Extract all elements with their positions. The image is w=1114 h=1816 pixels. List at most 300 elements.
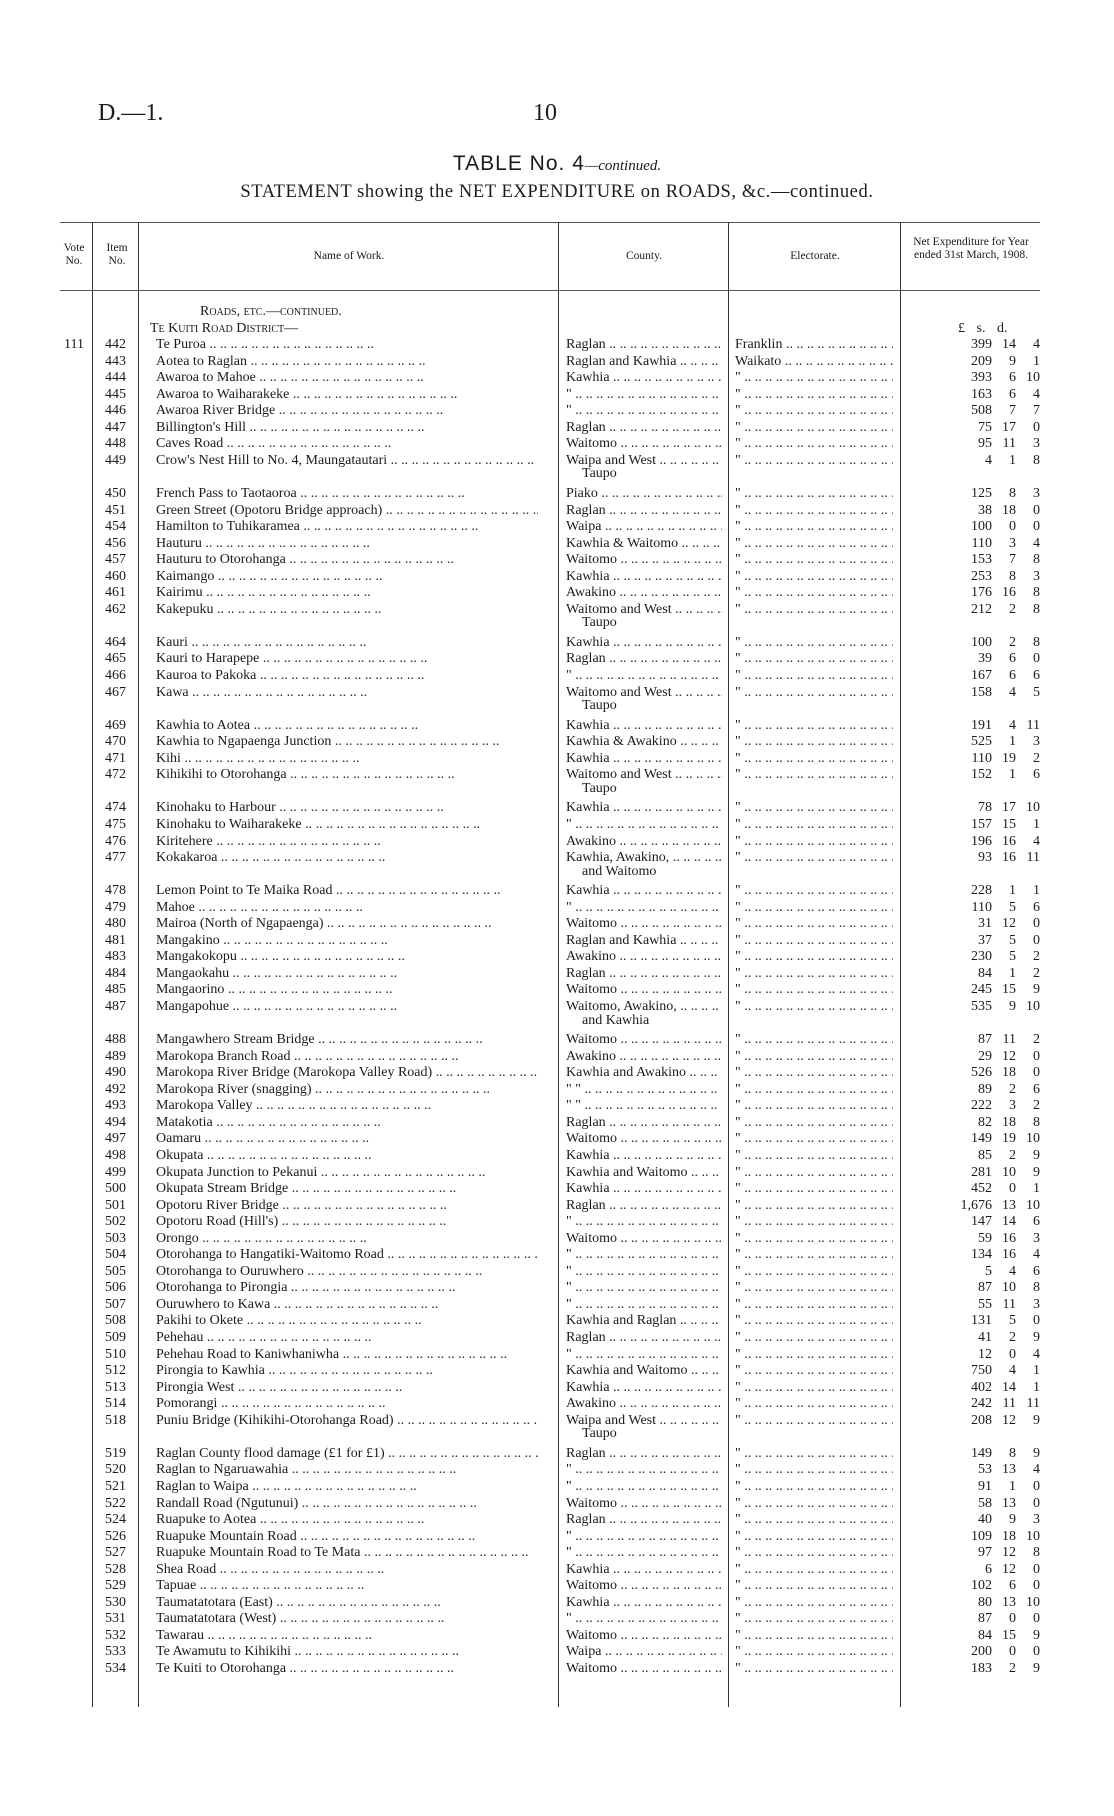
pence-cell: 2 [1033,750,1040,766]
table-row [0,1396,1114,1413]
pence-cell: 6 [1033,1263,1040,1279]
electorate-cell: " .. . [735,668,893,684]
name-cell: Raglan to Ngaruawahia .. . [156,1462,538,1478]
pounds-cell: 149 [971,1445,992,1461]
item-cell: 512 [105,1363,126,1379]
name-cell: Tapuae .. . [156,1578,538,1594]
name-cell: Kokakaroa .. . [156,850,538,866]
county-cell: " .. . [566,1214,722,1230]
county-cell: " .. . [566,1297,722,1313]
shillings-cell: 4 [1009,717,1016,733]
shillings-cell: 16 [1002,1230,1016,1246]
name-cell: Pirongia West .. . [156,1380,538,1396]
table-row [0,751,1114,768]
item-cell: 530 [105,1594,126,1610]
electorate-cell: " .. . [735,1065,893,1081]
item-cell: 450 [105,486,126,501]
electorate-cell: " .. . [735,1595,893,1611]
electorate-cell: " .. . [735,552,893,568]
pence-cell: 11 [1026,1396,1040,1412]
currency-units: £ s. d. [958,321,1008,336]
shillings-cell: 18 [1002,1114,1016,1130]
table-row [0,1628,1114,1645]
electorate-cell: " .. . [735,1529,893,1545]
pounds-cell: 281 [971,1164,992,1180]
pounds-cell: 245 [971,982,992,998]
column-header-item: Item No. [106,242,128,267]
county-cell: Waitomo .. . [566,1231,722,1247]
electorate-cell: " .. . [735,1562,893,1578]
table-row [0,1462,1114,1479]
electorate-cell: " .. . [735,635,893,651]
electorate-cell: " .. . [735,370,893,386]
electorate-cell: " .. . [735,1049,893,1065]
name-cell: Hauturu to Otorohanga .. . [156,552,538,568]
table-row [0,1512,1114,1529]
table-row [0,1529,1114,1546]
item-cell: 454 [105,519,126,535]
pence-cell: 0 [1033,916,1040,932]
pounds-cell: 102 [971,1578,992,1594]
electorate-cell: " .. . [735,817,893,833]
county-cell: Awakino .. . [566,834,722,850]
pounds-cell: 87 [978,1032,992,1048]
pence-cell: 0 [1033,1644,1040,1660]
county-cell: Kawhia .. . [566,1595,722,1611]
item-cell: 526 [105,1528,126,1544]
electorate-cell: " .. . [735,519,893,535]
electorate-cell: " .. . [735,453,893,469]
shillings-cell: 2 [1009,1330,1016,1345]
pence-cell: 7 [1033,403,1040,419]
table-row [0,1313,1114,1330]
pounds-cell: 158 [971,684,992,700]
table-row [0,1231,1114,1248]
name-cell: Kauroa to Pakoka .. . [156,668,538,684]
item-cell: 443 [105,353,126,369]
pounds-cell: 200 [971,1644,992,1660]
shillings-cell: 5 [1009,899,1016,915]
item-cell: 513 [105,1379,126,1395]
table-row [0,1545,1114,1562]
county-cell: Awakino .. . [566,1049,722,1065]
item-cell: 484 [105,965,126,981]
shillings-cell: 15 [1002,1627,1016,1643]
item-cell: 467 [105,684,126,700]
table-row [0,585,1114,602]
pounds-cell: 97 [978,1545,992,1561]
county-cell: Awakino .. . [566,585,722,601]
pence-cell: 9 [1033,1164,1040,1180]
table-row [0,1049,1114,1066]
pence-cell: 9 [1033,1661,1040,1676]
table-row [0,1363,1114,1380]
county-cell: Kawhia and Awakino .. . [566,1065,722,1081]
name-cell: Ruapuke to Aotea .. . [156,1512,538,1528]
table-row [0,536,1114,553]
shillings-cell: 13 [1002,1594,1016,1610]
name-cell: Randall Road (Ngutunui) .. .. . [156,1496,538,1512]
item-cell: 480 [105,916,126,932]
name-cell: French Pass to Taotaoroa .. . [156,486,538,502]
name-cell: Hauturu .. . [156,536,538,552]
county-cell-continued: and Waitomo [582,863,657,879]
electorate-cell: " .. . [735,767,893,783]
shillings-cell: 16 [1002,833,1016,849]
county-cell: Waitomo .. . [566,1578,722,1594]
item-cell: 442 [105,337,126,352]
electorate-cell: " .. . [735,1512,893,1528]
name-cell: Mangakokopu .. . [156,949,538,965]
county-cell: " .. . [566,1529,722,1545]
name-cell: Kiritehere .. . [156,834,538,850]
pence-cell: 0 [1033,1313,1040,1329]
shillings-cell: 9 [1009,999,1016,1014]
column-header-vote: Vote No. [63,242,85,267]
county-cell: Waitomo .. . [566,1032,722,1048]
pence-cell: 4 [1033,386,1040,402]
table-row [0,834,1114,851]
table-row [0,982,1114,999]
pounds-cell: 82 [978,1114,992,1130]
electorate-cell: " .. . [735,1181,893,1197]
item-cell: 472 [105,767,126,783]
column-header-electorate: Electorate. [790,250,840,262]
item-cell: 503 [105,1230,126,1246]
shillings-cell: 11 [1002,436,1016,452]
table-row [0,1496,1114,1513]
table-row [0,337,1114,354]
pence-cell: 10 [1026,1594,1040,1610]
pounds-cell: 535 [971,999,992,1014]
item-cell: 501 [105,1197,126,1213]
name-cell: Pomorangi .. . [156,1396,538,1412]
table-row-continuation [0,698,1114,715]
table-row-continuation [0,1013,1114,1030]
shillings-cell: 7 [1009,552,1016,568]
item-cell: 519 [105,1445,126,1461]
pence-cell: 9 [1033,982,1040,998]
name-cell: Mangapohue .. . [156,999,538,1015]
shillings-cell: 12 [1002,1561,1016,1577]
name-cell: Opotoru Road (Hill's) .. . [156,1214,538,1230]
county-cell: Raglan .. . [566,1446,722,1462]
county-cell: Waitomo .. . [566,916,722,932]
name-cell: Billington's Hill .. .. . [156,420,538,436]
name-cell: Kinohaku to Harbour .. . [156,800,538,816]
page-header-left: D.—1. [98,100,164,126]
header-top-rule [60,222,1040,223]
table-row [0,883,1114,900]
item-cell: 527 [105,1545,126,1561]
table-row [0,1131,1114,1148]
county-cell-continued: Taupo [582,698,617,714]
item-cell: 490 [105,1065,126,1081]
electorate-cell: " .. . [735,1131,893,1147]
table-row [0,1165,1114,1182]
shillings-cell: 14 [1002,1214,1016,1230]
item-cell: 524 [105,1512,126,1527]
table-row [0,1098,1114,1115]
county-cell: " " .. . [566,1082,722,1098]
shillings-cell: 9 [1009,1512,1016,1527]
pounds-cell: 39 [978,651,992,667]
item-cell: 488 [105,1032,126,1048]
name-cell: Marokopa Branch Road .. . [156,1049,538,1065]
table-row [0,1611,1114,1628]
pence-cell: 4 [1033,337,1040,352]
item-cell: 493 [105,1098,126,1114]
name-cell: Pehehau Road to Kaniwhaniwha .. . [156,1347,538,1363]
pence-cell: 9 [1033,1147,1040,1163]
county-cell: Kawhia .. . [566,1380,722,1396]
electorate-cell: " .. . [735,1165,893,1181]
item-cell: 479 [105,899,126,915]
item-cell: 460 [105,568,126,584]
county-cell: Raglan .. . [566,1330,722,1346]
table-row [0,1082,1114,1099]
item-cell: 492 [105,1081,126,1097]
pounds-cell: 40 [978,1512,992,1527]
shillings-cell: 4 [1009,684,1016,700]
pounds-cell: 196 [971,833,992,849]
county-cell: " .. . [566,1545,722,1561]
pence-cell: 10 [1026,1528,1040,1544]
item-cell: 505 [105,1263,126,1279]
county-cell: Kawhia .. . [566,1181,722,1197]
item-cell: 445 [105,386,126,402]
pounds-cell: 209 [971,353,992,369]
pounds-cell: 393 [971,370,992,386]
county-cell: " .. . [566,817,722,833]
electorate-cell: " .. . [735,834,893,850]
pounds-cell: 4 [985,452,992,468]
table-row [0,1247,1114,1264]
page-number: 10 [533,100,557,126]
table-row [0,1330,1114,1347]
name-cell: Shea Road .. . [156,1562,538,1578]
table-row [0,1347,1114,1364]
pounds-cell: 100 [971,634,992,650]
pounds-cell: 93 [978,850,992,865]
shillings-cell: 11 [1002,1032,1016,1048]
table-row [0,817,1114,834]
pence-cell: 11 [1026,717,1040,733]
table-row [0,1264,1114,1281]
table-row [0,519,1114,536]
shillings-cell: 4 [1009,1263,1016,1279]
county-cell: Awakino .. . [566,1396,722,1412]
electorate-cell: " .. . [735,1413,893,1429]
item-cell: 474 [105,800,126,816]
table-row [0,1214,1114,1231]
table-row [0,569,1114,586]
pence-cell: 2 [1033,949,1040,965]
name-cell: Pirongia to Kawhia .. . [156,1363,538,1379]
table-row [0,1065,1114,1082]
electorate-cell: " .. . [735,1380,893,1396]
shillings-cell: 1 [1009,965,1016,981]
name-cell: Crow's Nest Hill to No. 4, Maungatautari .. . [156,453,538,469]
electorate-cell: " .. . [735,1363,893,1379]
electorate-cell: " .. . [735,486,893,502]
pounds-cell: 1,676 [960,1197,992,1213]
electorate-cell: " .. . [735,1578,893,1594]
pence-cell: 8 [1033,1280,1040,1296]
item-cell: 502 [105,1214,126,1230]
shillings-cell: 8 [1009,486,1016,501]
shillings-cell: 8 [1009,1445,1016,1461]
shillings-cell: 6 [1009,370,1016,386]
shillings-cell: 16 [1002,850,1016,865]
table-row [0,387,1114,404]
table-subtitle: STATEMENT showing the NET EXPENDITURE on ROADS, &c.—continued. [240,182,874,202]
name-cell: Mangaokahu .. . [156,966,538,982]
shillings-cell: 18 [1002,1065,1016,1081]
shillings-cell: 0 [1009,519,1016,535]
item-cell: 481 [105,932,126,948]
item-cell: 529 [105,1578,126,1594]
table-row [0,1661,1114,1678]
item-cell: 446 [105,403,126,419]
shillings-cell: 18 [1002,1528,1016,1544]
county-cell-continued: Taupo [582,615,617,631]
name-cell: Okupata Junction to Pekanui .. . [156,1165,538,1181]
district-heading: Te Kuiti Road District— [150,321,299,336]
electorate-cell: " .. . [735,949,893,965]
item-cell: 497 [105,1131,126,1147]
county-cell: Kawhia .. . [566,1562,722,1578]
pounds-cell: 152 [971,767,992,783]
name-cell: Ouruwhero to Kawa .. . [156,1297,538,1313]
shillings-cell: 12 [1002,1412,1016,1428]
county-cell: Kawhia .. . [566,1148,722,1164]
table-row [0,403,1114,420]
name-cell: Kawa .. .. . [156,685,538,701]
shillings-cell: 1 [1009,883,1016,899]
pounds-cell: 87 [978,1280,992,1296]
table-row-continuation [0,864,1114,881]
pence-cell: 3 [1033,1296,1040,1312]
item-cell: 457 [105,552,126,568]
pounds-cell: 78 [978,800,992,816]
pounds-cell: 110 [971,750,992,766]
shillings-cell: 5 [1009,932,1016,948]
table-title [0,152,1114,176]
pence-cell: 0 [1033,1611,1040,1627]
pounds-cell: 131 [971,1313,992,1329]
pence-cell: 4 [1033,535,1040,551]
county-cell: Raglan and Kawhia .. . [566,354,722,370]
item-cell: 475 [105,816,126,832]
electorate-cell: " .. . [735,436,893,452]
pounds-cell: 163 [971,386,992,402]
county-cell: Waipa and West .. . [566,453,722,469]
county-cell: Kawhia, Awakino, .. . [566,850,722,866]
item-cell: 506 [105,1280,126,1296]
item-cell: 522 [105,1495,126,1511]
county-cell: Waitomo .. . [566,1628,722,1644]
pence-cell: 11 [1026,850,1040,865]
pence-cell: 2 [1033,965,1040,981]
electorate-cell: " .. . [735,403,893,419]
pounds-cell: 110 [971,899,992,915]
shillings-cell: 1 [1009,452,1016,468]
county-cell: Awakino .. . [566,949,722,965]
table-row [0,552,1114,569]
shillings-cell: 6 [1009,386,1016,402]
electorate-cell: " .. . [735,503,893,519]
item-cell: 465 [105,651,126,667]
county-cell: Kawhia and Waitomo .. . [566,1363,722,1379]
pounds-cell: 5 [985,1263,992,1279]
item-cell: 451 [105,502,126,518]
electorate-cell: " .. . [735,1628,893,1644]
pence-cell: 2 [1033,1098,1040,1114]
table-title-main: TABLE No. 4 [452,152,585,175]
item-cell: 449 [105,452,126,468]
pence-cell: 10 [1026,370,1040,386]
pence-cell: 4 [1033,1346,1040,1362]
pence-cell: 2 [1033,1032,1040,1048]
county-cell: Kawhia .. . [566,751,722,767]
county-cell: " .. . [566,1611,722,1627]
name-cell: Kakepuku .. . [156,602,538,618]
pence-cell: 0 [1033,1578,1040,1594]
item-cell: 521 [105,1478,126,1494]
electorate-cell: " .. . [735,900,893,916]
county-cell: Raglan .. . [566,966,722,982]
name-cell: Marokopa Valley .. .. . [156,1098,538,1114]
pounds-cell: 230 [971,949,992,965]
item-cell: 444 [105,370,126,386]
shillings-cell: 13 [1002,1462,1016,1478]
county-cell: Raglan .. . [566,1512,722,1528]
item-cell: 498 [105,1147,126,1163]
electorate-cell: " .. . [735,1330,893,1346]
electorate-cell: " .. . [735,585,893,601]
pence-cell: 3 [1033,1512,1040,1527]
shillings-cell: 10 [1002,1280,1016,1296]
electorate-cell: " .. . [735,387,893,403]
pence-cell: 10 [1026,800,1040,816]
table-row [0,949,1114,966]
shillings-cell: 12 [1002,1545,1016,1561]
county-cell: Waipa .. . [566,519,722,535]
item-cell: 518 [105,1412,126,1428]
name-cell: Okupata Stream Bridge .. . [156,1181,538,1197]
table-row [0,420,1114,437]
table-row [0,966,1114,983]
table-row [0,486,1114,503]
pence-cell: 4 [1033,1462,1040,1478]
pounds-cell: 95 [978,436,992,452]
table-row [0,1198,1114,1215]
pounds-cell: 149 [971,1131,992,1147]
electorate-cell: " .. . [735,1214,893,1230]
pounds-cell: 125 [971,486,992,501]
county-cell-continued: Taupo [582,780,617,796]
county-cell: Piako .. . [566,486,722,502]
county-cell: " .. . [566,403,722,419]
name-cell: Te Awamutu to Kihikihi .. . [156,1644,538,1660]
electorate-cell: " .. . [735,800,893,816]
pounds-cell: 228 [971,883,992,899]
pence-cell: 8 [1033,452,1040,468]
table-row [0,354,1114,371]
shillings-cell: 8 [1009,568,1016,584]
electorate-cell: " .. . [735,1032,893,1048]
